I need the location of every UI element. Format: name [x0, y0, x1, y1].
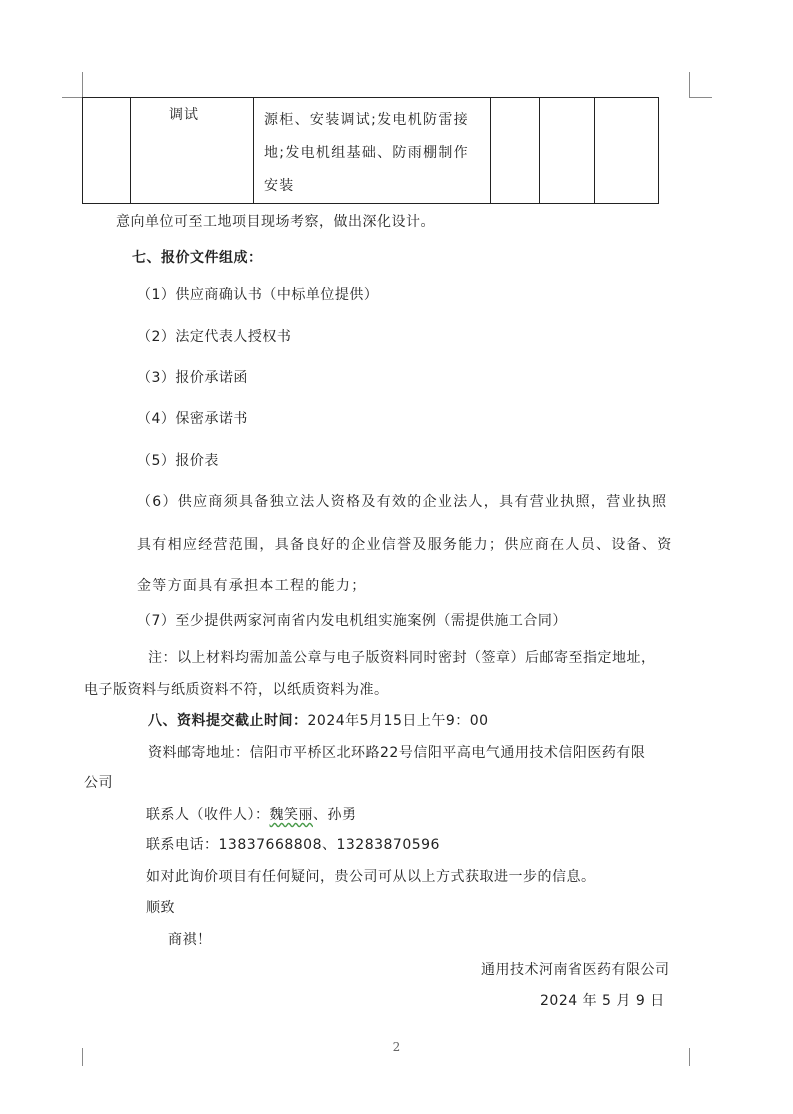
list-item: （4）保密承诺书 [137, 411, 248, 427]
section8-heading: 八、资料提交截止时间： [148, 713, 308, 729]
table-row [83, 98, 659, 204]
crop-mark-top-right-v [689, 72, 690, 98]
signature-date: 2024 年 5 月 9 日 [540, 993, 665, 1009]
crop-mark-top-right-h [690, 97, 712, 98]
description-line: 源柜、安装调试;发电机防雷接 [264, 112, 469, 128]
crop-mark-top-left-v [82, 72, 83, 98]
table-cell-description [254, 98, 491, 204]
scope-table [82, 97, 659, 204]
deadline-value: 2024年5月15日上午9：00 [307, 713, 489, 729]
contact-line [146, 805, 357, 825]
page-number: 2 [392, 1040, 401, 1054]
table-cell [491, 98, 540, 204]
list-item: （2）法定代表人授权书 [137, 329, 292, 345]
contact-name-rest: 、孙勇 [313, 807, 357, 823]
list-item: （7）至少提供两家河南省内发电机组实施案例（需提供施工合同） [137, 613, 567, 629]
note-line: 注：以上材料均需加盖公章与电子版资料同时密封（签章）后邮寄至指定地址， [148, 650, 656, 666]
table-cell [83, 98, 131, 204]
phone-line: 联系电话：13837668808、13283870596 [146, 837, 440, 853]
contact-name: 魏笑丽 [269, 807, 313, 823]
section7-heading: 七、报价文件组成： [132, 250, 263, 266]
list-item-6-line: 具有相应经营范围，具备良好的企业信誉及服务能力；供应商在人员、设备、资 [137, 537, 673, 553]
closing-line: 顺致 [146, 900, 175, 916]
intro-text: 意向单位可至工地项目现场考察，做出深化设计。 [116, 214, 435, 230]
crop-mark-top-left-h [62, 97, 83, 98]
section8-line [148, 711, 489, 731]
description-line: 地;发电机组基础、防雨棚制作 [264, 145, 469, 161]
list-item: （3）报价承诺函 [137, 370, 248, 386]
list-item: （5）报价表 [137, 453, 219, 469]
table-cell [595, 98, 659, 204]
inquiry-line: 如对此询价项目有任何疑问，贵公司可从以上方式获取进一步的信息。 [146, 869, 596, 885]
description-line: 安装 [264, 178, 295, 194]
closing-line: 商祺！ [168, 932, 212, 948]
list-item-6-line: （6）供应商须具备独立法人资格及有效的企业法人，具有营业执照，营业执照 [137, 494, 668, 510]
table-cell-item: 调试 [131, 98, 254, 204]
address-line: 资料邮寄地址：信阳市平桥区北环路22号信阳平高电气通用技术信阳医药有限 [148, 745, 646, 761]
contact-label: 联系人（收件人）： [146, 807, 270, 823]
list-item: （1）供应商确认书（中标单位提供） [137, 287, 379, 303]
list-item-6-line: 金等方面具有承担本工程的能力； [137, 578, 367, 594]
address-line: 公司 [84, 775, 113, 791]
signature-company: 通用技术河南省医药有限公司 [481, 962, 670, 978]
table-cell [540, 98, 595, 204]
note-line: 电子版资料与纸质资料不符，以纸质资料为准。 [84, 682, 389, 698]
